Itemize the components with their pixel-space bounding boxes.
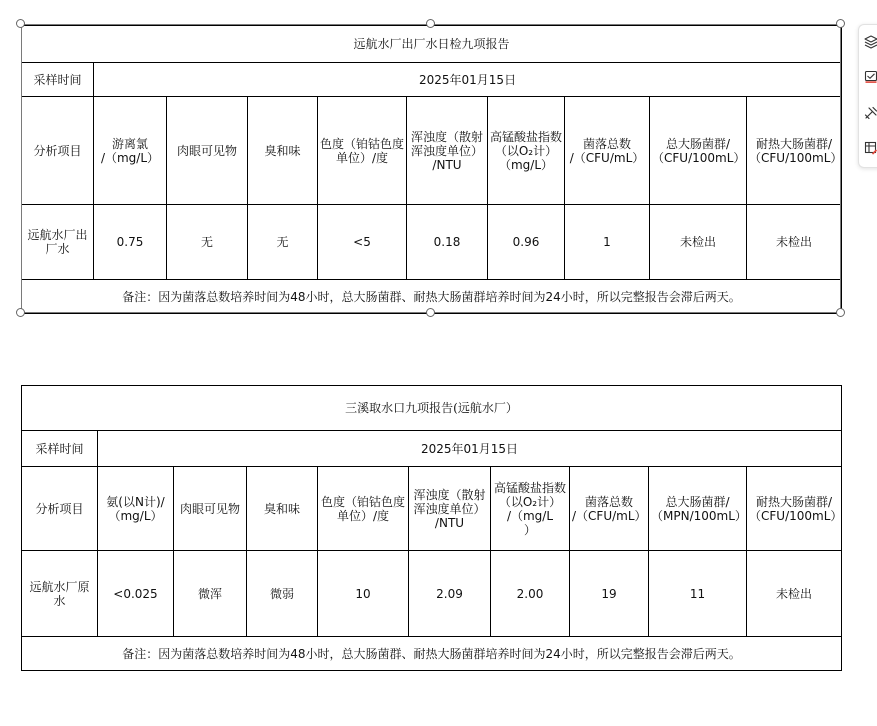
value-ammonia: <0.025: [98, 551, 174, 637]
header-color: 色度（铂钴色度单位）/度: [318, 467, 409, 551]
sample-time-label: 采样时间: [22, 63, 94, 97]
value-thermo-coliform: 未检出: [747, 205, 842, 280]
value-permanganate: 2.00: [491, 551, 570, 637]
analysis-item-label: 分析项目: [22, 97, 94, 205]
header-free-chlorine: 游离氯 /（mg/L）: [94, 97, 167, 205]
header-ammonia: 氨(以N计)/ （mg/L）: [98, 467, 174, 551]
value-total-coliform: 未检出: [650, 205, 747, 280]
report-note: 备注：因为菌落总数培养时间为48小时，总大肠菌群、耐热大肠菌群培养时间为24小时，所以完整报告会滞后两天。: [22, 280, 842, 314]
row-label: 远航水厂原水: [22, 551, 98, 637]
resize-handle-top-right[interactable]: [836, 19, 845, 28]
resize-handle-bottom-center[interactable]: [426, 308, 435, 317]
sample-date: 2025年01月15日: [94, 63, 842, 97]
image-check-icon[interactable]: [862, 68, 877, 86]
value-thermo-coliform: 未检出: [747, 551, 842, 637]
header-permanganate: 高锰酸盐指数 （以O₂计） （mg/L）: [488, 97, 565, 205]
header-turbidity: 浑浊度（散射浑浊度单位） /NTU: [407, 97, 488, 205]
header-odor-taste: 臭和味: [248, 97, 318, 205]
value-odor-taste: 无: [248, 205, 318, 280]
header-thermo-coliform: 耐热大肠菌群/ （CFU/100mL）: [747, 467, 842, 551]
value-visible-matter: 无: [167, 205, 248, 280]
resize-handle-top-left[interactable]: [16, 19, 25, 28]
value-turbidity: 2.09: [409, 551, 491, 637]
header-total-coliform: 总大肠菌群/ （CFU/100mL）: [650, 97, 747, 205]
table-edit-icon[interactable]: [862, 139, 877, 157]
value-colony-count: 1: [565, 205, 650, 280]
header-colony-count: 菌落总数 /（CFU/mL）: [570, 467, 649, 551]
tools-icon[interactable]: [862, 104, 877, 122]
sample-time-label: 采样时间: [22, 431, 98, 467]
header-colony-count: 菌落总数 /（CFU/mL）: [565, 97, 650, 205]
report-table-2: [21, 385, 842, 671]
report-title: 三溪取水口九项报告(远航水厂）: [22, 386, 842, 431]
header-thermo-coliform: 耐热大肠菌群/ （CFU/100mL）: [747, 97, 842, 205]
resize-handle-bottom-right[interactable]: [836, 308, 845, 317]
header-visible-matter: 肉眼可见物: [174, 467, 247, 551]
resize-handle-top-center[interactable]: [426, 19, 435, 28]
analysis-item-label: 分析项目: [22, 467, 98, 551]
header-color: 色度（铂钴色度单位）/度: [318, 97, 407, 205]
value-color: 10: [318, 551, 409, 637]
value-free-chlorine: 0.75: [94, 205, 167, 280]
header-total-coliform: 总大肠菌群/ （MPN/100mL）: [649, 467, 747, 551]
row-label: 远航水厂出厂水: [22, 205, 94, 280]
value-total-coliform: 11: [649, 551, 747, 637]
sample-date: 2025年01月15日: [98, 431, 842, 467]
value-turbidity: 0.18: [407, 205, 488, 280]
report-note: 备注：因为菌落总数培养时间为48小时，总大肠菌群、耐热大肠菌群培养时间为24小时，所以完整报告会滞后两天。: [22, 637, 842, 671]
value-colony-count: 19: [570, 551, 649, 637]
report-table-1: [21, 25, 842, 314]
value-color: <5: [318, 205, 407, 280]
side-toolbar: [858, 24, 877, 168]
header-turbidity: 浑浊度（散射浑浊度单位） /NTU: [409, 467, 491, 551]
value-odor-taste: 微弱: [247, 551, 318, 637]
layers-icon[interactable]: [862, 33, 877, 51]
value-visible-matter: 微浑: [174, 551, 247, 637]
header-permanganate: 高锰酸盐指数 （以O₂计） /（mg/L ）: [491, 467, 570, 551]
report-title: 远航水厂出厂水日检九项报告: [22, 26, 842, 63]
header-odor-taste: 臭和味: [247, 467, 318, 551]
resize-handle-bottom-left[interactable]: [16, 308, 25, 317]
header-visible-matter: 肉眼可见物: [167, 97, 248, 205]
value-permanganate: 0.96: [488, 205, 565, 280]
